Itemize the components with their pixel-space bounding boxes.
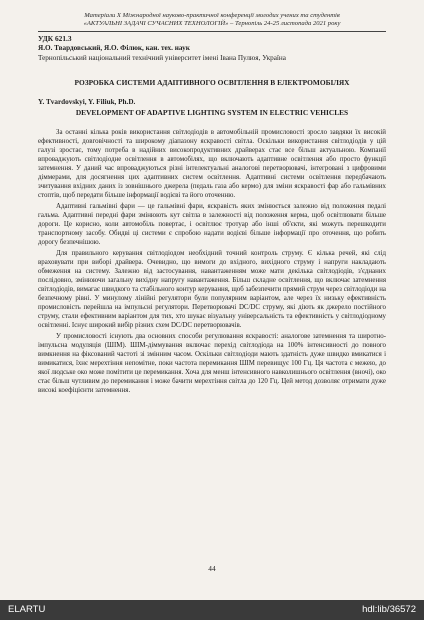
- handle-link[interactable]: hdl:lib/36572: [362, 604, 416, 615]
- paragraph: За останні кілька років використання світлодіодів в автомобільній промисловості зросло завдяки їх високій ефективності, довговічності та широкому діапазону яскравості світла. Оскільки використання світлодіодів у цій галузі зростає, тому потреба в надійних високопродуктивних драйверах стає все більш актуальною. Компанії впроваджують світлодіодне освітлення в автомобілях, що включають адаптивне освітлення або просто функції затемнення. У даний час впроваджуються різні інтелектуальні аналогові перетворювачі, інтегровані з цифровими діммерами, для досягнення цих адаптивних систем освітлення. Адаптивні системи освітлення передбачають зчитування вхідних даних із зовнішнього джерела (педаль газа або кермо) для зміни яскравості фар або гальмівних стоптів, щоб передати більше інформації водієві та його оточенню.: [38, 129, 386, 200]
- paragraph: Адаптивні гальмівні фари — це гальмівні фари, яскравість яких змінюється залежно від положення педалі гальма. Адаптивні передні фари змінюють кут світла в залежності від положення керма, щоб освітлювати більше дороги. Це корисно, коли автомобіль повертає, і освітлює тротуар або інші об'єкти, які можуть перешкодити транспортному засобу. Обидві ці системи є спробою надати водієві більше інформації про оточення, що робить дорогу безпечнішою.: [38, 202, 386, 247]
- authors-ukrainian: Я.О. Твардовський, Я.О. Філюк, кан. тех. наук: [38, 44, 190, 52]
- udk-code: УДК 621.3: [38, 34, 72, 43]
- conference-header: [30, 12, 394, 28]
- affiliation: Тернопільський національний технічний університет імені Івана Пулюя, Україна: [38, 54, 286, 62]
- repository-footer: [0, 600, 424, 620]
- header-line-2: «АКТУАЛЬНІ ЗАДАЧІ СУЧАСНИХ ТЕХНОЛОГІЙ» – Тернопіль 24-25 листопада 2021 року: [83, 20, 341, 27]
- page-number: 44: [208, 564, 216, 573]
- paragraph: Для правильного керування світлодіодом необхідний точний контроль струму. Є кілька речей, які слід враховувати при виборі драйвера. Очевидно, що вимоги до вхідного, вихідного струму і напруги накладають обмеження на систему. Залежно від застосування, навантаженням може мати декілька світлодіодів, з'єднаних послідовно, змінюючи загальну вихідну напругу навантаження. Більш складне освітлення, що включає затемнення світлодіодів, вимагає швидкого та стабільного контур керування, щоб забезпечити прямий струм через світлодіоди на безпечному рівні. У минулому лінійні регулятори були популярним варіантом, але через їх низьку ефективність промисловість перейшла на імпульсні регулятори. Перетворювачі DC/DC струму, які діють як джерело постійного струму, стали ефективним варіантом для тих, хто шукає візуальну універсальність та ефективність у світлодіодному освітленні. Існує широкий вибір різних схем DC/DC перетворювачів.: [38, 249, 386, 329]
- title-ukrainian: РОЗРОБКА СИСТЕМИ АДАПТИВНОГО ОСВІТЛЕННЯ В ЕЛЕКТРОМОБІЛЯХ: [74, 78, 350, 87]
- repository-name: ELARTU: [8, 604, 46, 615]
- paragraph: У промисловості існують два основних способи регулювання яскравості: аналогове затемнення та широтно-імпульсна модуляція (ШІМ). ШІМ-діммування включає перехід світлодіода на 100% інтенсивності до повного вимкнення на фіксований частоті зі змінним часом. Оскільки світлодіоди мають здатність дуже швидко вмикатися і вимикатися, їхнє мерехтіння непомітне, поки частота перемикання ШІМ перевищує 100 Гц. Ця частота є межею, до якої людське око може помітити це перемикання. Хоча для менш інтенсивного навколишнього освітлення (вночі), око стає більш чутливим до перемикання і може бачити мерехтіння світла до 120 Гц. Цей метод дозволяє отримати дуже високі коефіцієнти затемнення.: [38, 332, 386, 394]
- header-divider: [38, 31, 386, 32]
- article-body: [38, 128, 386, 396]
- authors-english: Y. Tvardovskyi, Y. Filiuk, Ph.D.: [38, 98, 136, 106]
- header-line-1: Матеріали Х Міжнародної науково-практичної конференції молодих учених та студентів: [84, 12, 340, 19]
- title-english: DEVELOPMENT OF ADAPTIVE LIGHTING SYSTEM IN ELECTRIC VEHICLES: [75, 108, 349, 117]
